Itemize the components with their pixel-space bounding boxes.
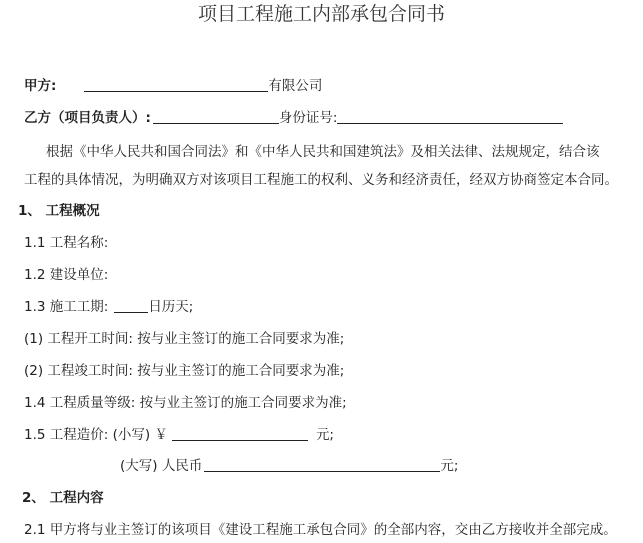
id-number-blank[interactable] <box>337 109 563 124</box>
party-b-label: 乙方（项目负责人）: <box>24 110 151 126</box>
cost-unit: 元; <box>315 427 334 443</box>
cost-words-blank[interactable] <box>204 457 440 472</box>
period-blank[interactable] <box>114 298 148 313</box>
item-construction-period <box>24 298 193 316</box>
party-a-label: 甲方: <box>24 78 57 94</box>
item-project-cost <box>24 426 334 444</box>
item-construction-unit: 1.2 建设单位: <box>24 267 109 283</box>
item-start-time: (1) 工程开工时间: 按与业主签订的施工合同要求为准; <box>24 331 345 347</box>
id-number-label: 身份证号: <box>278 110 338 126</box>
item-quality-grade: 1.4 工程质量等级: 按与业主签订的施工合同要求为准; <box>24 395 347 411</box>
period-label: 1.3 施工工期: <box>24 299 109 315</box>
party-b-blank[interactable] <box>153 109 279 124</box>
section-2-heading: 2、 工程内容 <box>22 490 104 506</box>
intro-line-1: 根据《中华人民共和国合同法》和《中华人民共和国建筑法》及相关法律、法规规定，结合该 <box>46 144 600 160</box>
item-cost-in-words <box>120 457 458 475</box>
item-project-name: 1.1 工程名称: <box>24 235 109 251</box>
item-work-content: 2.1 甲方将与业主签订的该项目《建设工程施工承包合同》的全部内容，交由乙方接收并全部完成。 <box>24 522 617 538</box>
cost-words-label: (大写) 人民币 <box>120 458 203 474</box>
party-a-suffix: 有限公司 <box>268 78 323 94</box>
cost-words-unit: 元; <box>440 458 459 474</box>
intro-line-2: 工程的具体情况，为明确双方对该项目工程施工的权利、义务和经济责任，经双方协商签定本合同。 <box>24 172 618 188</box>
party-b-line <box>24 109 563 127</box>
cost-label: 1.5 工程造价: (小写) ￥ <box>24 427 168 443</box>
section-1-heading: 1、 工程概况 <box>18 203 100 219</box>
period-unit: 日历天; <box>148 299 194 315</box>
party-a-line <box>24 77 322 95</box>
cost-small-blank[interactable] <box>172 426 308 441</box>
document-title: 项目工程施工内部承包合同书 <box>197 3 445 25</box>
item-finish-time: (2) 工程竣工时间: 按与业主签订的施工合同要求为准; <box>24 363 345 379</box>
party-a-blank[interactable] <box>84 77 268 92</box>
